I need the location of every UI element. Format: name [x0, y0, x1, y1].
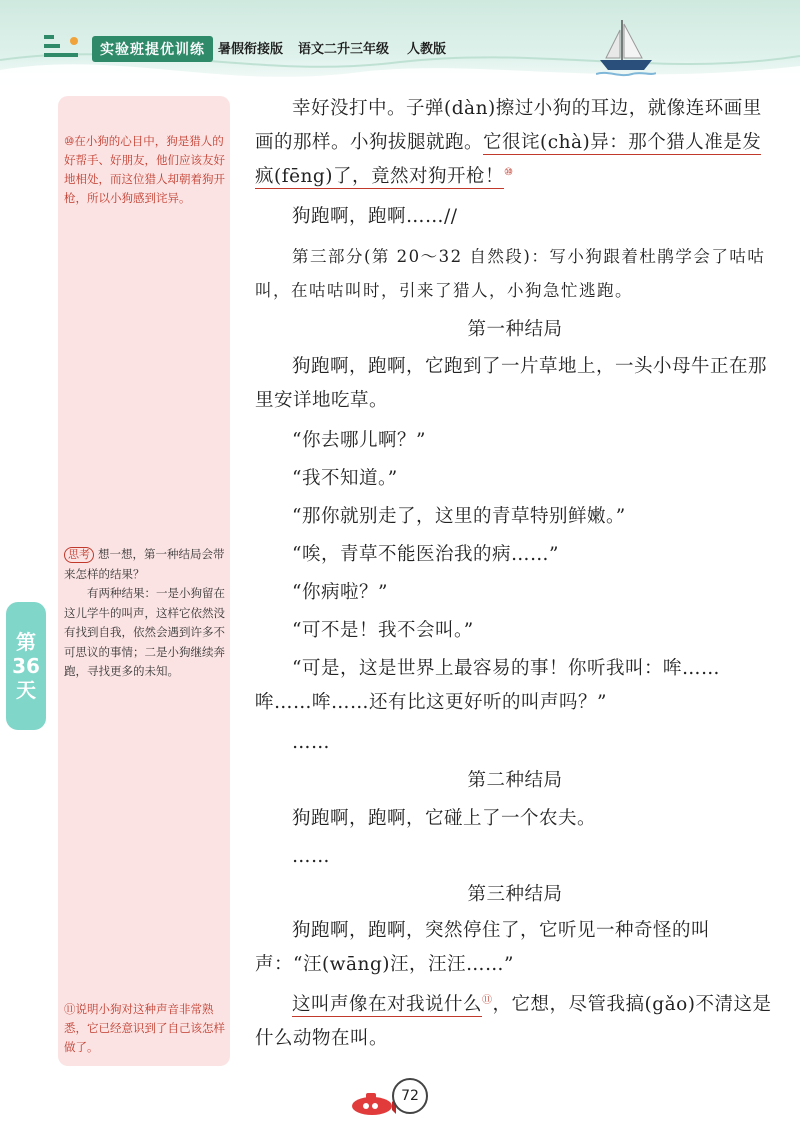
- paragraph-4: 狗跑啊，跑啊，它碰上了一个农夫。: [292, 808, 597, 829]
- heading-ending-1: 第一种结局: [467, 319, 563, 340]
- sailboat-icon: [596, 18, 656, 78]
- publisher-label: 人教版: [407, 42, 447, 57]
- ellipsis-1: ……: [292, 732, 330, 753]
- dialogue-2: “我不知道。”: [292, 468, 398, 489]
- subject-label: 语文二升三年级: [298, 42, 390, 57]
- paragraph-5: 狗跑啊，跑啊，突然停住了，它听见一种奇怪的叫声：“汪(wāng)汪，汪汪……”: [255, 920, 711, 975]
- day-tab-number: 36: [12, 654, 40, 678]
- paragraph-2: 狗跑啊，跑啊……//: [292, 206, 458, 227]
- dialogue-6: “可不是！我不会叫。”: [292, 620, 474, 641]
- dialogue-3: “那你就别走了，这里的青草特别鲜嫩。”: [292, 506, 626, 527]
- dialogue-7: “可是，这是世界上最容易的事！你听我叫：哞……哞……哞……还有比这更好听的叫声吗？”: [255, 658, 720, 713]
- section-summary: 第三部分(第 20～32 自然段)：写小狗跟着杜鹃学会了咕咕叫，在咕咕叫时，引来了猎人，小狗急忙逃跑。: [255, 247, 766, 300]
- dialogue-1: “你去哪儿啊？”: [292, 430, 426, 451]
- think-tag: 思考: [64, 547, 94, 563]
- annotation-10: ⑩在小狗的心目中，狗是猎人的好帮手、好朋友，他们应该友好地相处，而这位猎人却朝着狗开枪，所以小狗感到诧异。: [64, 134, 225, 205]
- annotation-mark-10: ⑩: [504, 166, 514, 178]
- dialogue-4: “唉，青草不能医治我的病……”: [292, 544, 559, 565]
- page-number: 72: [392, 1078, 428, 1114]
- submarine-icon: [348, 1088, 396, 1118]
- ellipsis-2: ……: [292, 846, 330, 867]
- think-answer: 有两种结果：一是小狗留在这儿学牛的叫声，这样它依然没有找到自我，依然会遇到许多不可思议的事情；二是小狗继续奔跑，寻找更多的未知。: [64, 586, 225, 678]
- annotation-mark-11: ⑪: [482, 994, 493, 1006]
- think-question: [64, 545, 230, 584]
- paragraph-6-text: ，它想，尽管我搞(gǎo)不清这是什么动物在叫。: [255, 994, 772, 1049]
- paragraph-1: [255, 92, 775, 194]
- edition-label: 暑假衔接版: [218, 42, 284, 57]
- dialogue-5: “你病啦？”: [292, 582, 388, 603]
- underlined-sentence-11: 这叫声像在对我说什么: [292, 994, 483, 1015]
- underlined-sentence-10: 它很诧(chà)异：那个猎人准是发疯(fēng)了，竟然对狗开枪！: [255, 132, 762, 187]
- paragraph-3: 狗跑啊，跑啊，它跑到了一片草地上，一头小母牛正在那里安详地吃草。: [255, 356, 768, 411]
- day-tab-char-2: 天: [16, 678, 36, 702]
- series-title: 实验班提优训练: [92, 36, 213, 62]
- think-box: [64, 545, 230, 682]
- annotation-11: ⑪说明小狗对这种声音非常熟悉，它已经意识到了自己该怎样做了。: [64, 1002, 225, 1054]
- think-question-text: 想一想，第一种结局会带来怎样的结果？: [64, 547, 225, 581]
- heading-ending-3: 第三种结局: [467, 884, 563, 905]
- paragraph-6: [255, 988, 775, 1056]
- day-tab-char-1: 第: [16, 630, 36, 654]
- day-tab: [6, 602, 46, 730]
- paragraph-1-text: 幸好没打中。子弹(dàn)擦过小狗的耳边，就像连环画里画的那样。小狗拔腿就跑。: [255, 98, 762, 153]
- series-logo-icon: [44, 33, 84, 59]
- heading-ending-2: 第二种结局: [467, 770, 563, 791]
- header-band: [0, 0, 800, 95]
